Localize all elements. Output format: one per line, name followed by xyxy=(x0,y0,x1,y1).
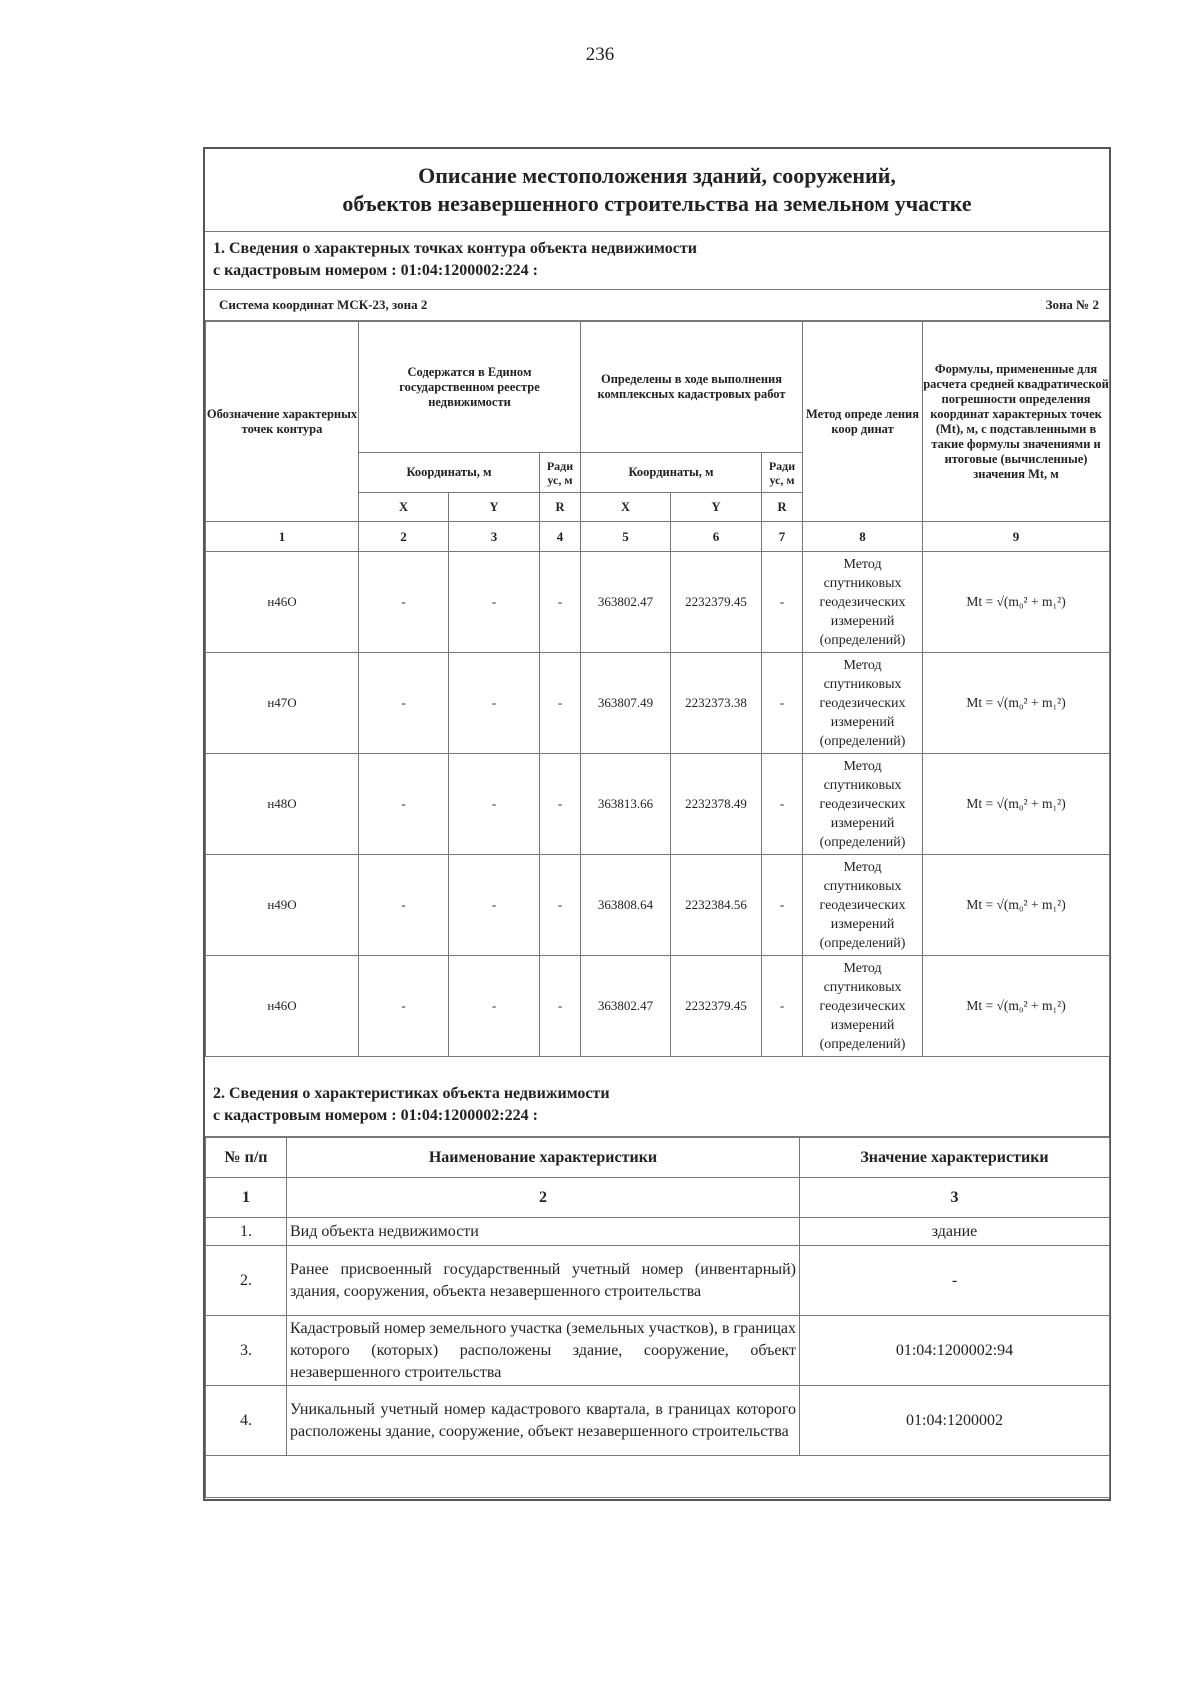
row-number: 1. xyxy=(206,1218,287,1246)
survey-x: 363808.64 xyxy=(581,855,671,956)
egrn-radius: - xyxy=(540,653,581,754)
col-number: 5 xyxy=(581,522,671,552)
header-method: Метод опреде ления коор динат xyxy=(803,322,923,522)
egrn-y: - xyxy=(449,552,540,653)
document-frame xyxy=(203,147,1111,1501)
method-cell: Метод спутниковых геодезических измерений (определений) xyxy=(803,956,923,1057)
survey-y: 2232379.45 xyxy=(671,956,762,1057)
col-number: 7 xyxy=(762,522,803,552)
header-egrn: Содержатся в Едином государственном реестре недвижимости xyxy=(359,322,581,453)
table-row xyxy=(206,956,1110,1057)
header-characteristic-value: Значение характеристики xyxy=(800,1138,1110,1178)
survey-radius: - xyxy=(762,653,803,754)
points-table xyxy=(205,321,1110,1057)
survey-y: 2232373.38 xyxy=(671,653,762,754)
section-1-heading xyxy=(205,232,1109,290)
table-row xyxy=(206,552,1110,653)
section-2-heading-line-2: с кадастровым номером : 01:04:1200002:224 : xyxy=(213,1107,538,1124)
col-number: 1 xyxy=(206,1178,287,1218)
survey-radius: - xyxy=(762,754,803,855)
col-number: 1 xyxy=(206,522,359,552)
egrn-x: - xyxy=(359,855,449,956)
egrn-radius: - xyxy=(540,552,581,653)
title-line-2: объектов незавершенного строительства на земельном участке xyxy=(342,191,972,216)
characteristic-value: 01:04:1200002 xyxy=(800,1386,1110,1456)
table-row xyxy=(206,1386,1110,1456)
survey-y: 2232384.56 xyxy=(671,855,762,956)
egrn-y: - xyxy=(449,956,540,1057)
characteristics-table xyxy=(205,1137,1110,1498)
header-r-egrn: R xyxy=(540,493,581,522)
section-2-heading xyxy=(205,1057,1109,1137)
title-line-1: Описание местоположения зданий, сооружений, xyxy=(418,163,896,188)
section-1-heading-line-1: 1. Сведения о характерных точках контура объекта недвижимости xyxy=(213,240,697,257)
col-number: 2 xyxy=(287,1178,800,1218)
header-y-egrn: Y xyxy=(449,493,540,522)
section-2-heading-line-1: 2. Сведения о характеристиках объекта недвижимости xyxy=(213,1085,610,1102)
egrn-y: - xyxy=(449,653,540,754)
header-r-survey: R xyxy=(762,493,803,522)
egrn-x: - xyxy=(359,754,449,855)
survey-x: 363807.49 xyxy=(581,653,671,754)
survey-y: 2232378.49 xyxy=(671,754,762,855)
section-1-heading-line-2: с кадастровым номером : 01:04:1200002:224 : xyxy=(213,262,538,279)
egrn-radius: - xyxy=(540,855,581,956)
egrn-y: - xyxy=(449,855,540,956)
col-number: 6 xyxy=(671,522,762,552)
survey-radius: - xyxy=(762,956,803,1057)
header-coords-survey: Координаты, м xyxy=(581,453,762,493)
characteristic-name: Уникальный учетный номер кадастрового квартала, в границах которого расположены здание, сооружение, объект незавершенного строительства xyxy=(287,1386,800,1456)
table-row xyxy=(206,1218,1110,1246)
formula-cell: Mt = √(m₀² + m₁²) xyxy=(923,855,1110,956)
document-title xyxy=(205,149,1109,232)
characteristic-value: здание xyxy=(800,1218,1110,1246)
point-designation: н48О xyxy=(206,754,359,855)
point-designation: н47О xyxy=(206,653,359,754)
formula-cell: Mt = √(m₀² + m₁²) xyxy=(923,653,1110,754)
header-radius-egrn: Ради ус, м xyxy=(540,453,581,493)
method-cell: Метод спутниковых геодезических измерений (определений) xyxy=(803,653,923,754)
coordinate-system: Система координат МСК-23, зона 2 xyxy=(219,297,428,312)
row-number: 4. xyxy=(206,1386,287,1456)
row-number: 3. xyxy=(206,1316,287,1386)
characteristic-name: Кадастровый номер земельного участка (земельных участков), в границах которого (которых) расположены здание, сооружение, объект незавершенного строительства xyxy=(287,1316,800,1386)
table-row xyxy=(206,653,1110,754)
col-number: 3 xyxy=(800,1178,1110,1218)
formula-cell: Mt = √(m₀² + m₁²) xyxy=(923,754,1110,855)
col-number: 8 xyxy=(803,522,923,552)
survey-y: 2232379.45 xyxy=(671,552,762,653)
method-cell: Метод спутниковых геодезических измерений (определений) xyxy=(803,552,923,653)
header-x-egrn: X xyxy=(359,493,449,522)
egrn-radius: - xyxy=(540,754,581,855)
empty-cell xyxy=(206,1456,1110,1498)
header-number: № п/п xyxy=(206,1138,287,1178)
zone-label: Зона № 2 xyxy=(1045,297,1099,312)
row-number: 2. xyxy=(206,1246,287,1316)
egrn-x: - xyxy=(359,552,449,653)
survey-x: 363813.66 xyxy=(581,754,671,855)
characteristic-name: Вид объекта недвижимости xyxy=(287,1218,800,1246)
point-designation: н46О xyxy=(206,956,359,1057)
header-survey: Определены в ходе выполнения комплексных кадастровых работ xyxy=(581,322,803,453)
egrn-y: - xyxy=(449,754,540,855)
header-designation: Обозначение характерных точек контура xyxy=(206,322,359,522)
header-coords-egrn: Координаты, м xyxy=(359,453,540,493)
header-characteristic-name: Наименование характеристики xyxy=(287,1138,800,1178)
col-number: 9 xyxy=(923,522,1110,552)
survey-radius: - xyxy=(762,552,803,653)
method-cell: Метод спутниковых геодезических измерений (определений) xyxy=(803,754,923,855)
egrn-radius: - xyxy=(540,956,581,1057)
header-y-survey: Y xyxy=(671,493,762,522)
formula-cell: Mt = √(m₀² + m₁²) xyxy=(923,956,1110,1057)
col-number: 4 xyxy=(540,522,581,552)
col-number: 3 xyxy=(449,522,540,552)
survey-radius: - xyxy=(762,855,803,956)
point-designation: н49О xyxy=(206,855,359,956)
egrn-x: - xyxy=(359,653,449,754)
table-row xyxy=(206,754,1110,855)
coordinate-system-bar xyxy=(205,290,1109,321)
header-radius-survey: Ради ус, м xyxy=(762,453,803,493)
header-x-survey: X xyxy=(581,493,671,522)
egrn-x: - xyxy=(359,956,449,1057)
characteristic-name: Ранее присвоенный государственный учетный номер (инвентарный) здания, сооружения, объекта незавершенного строительства xyxy=(287,1246,800,1316)
survey-x: 363802.47 xyxy=(581,552,671,653)
table-row xyxy=(206,1246,1110,1316)
characteristic-value: - xyxy=(800,1246,1110,1316)
header-formulas: Формулы, примененные для расчета средней квадратической погрешности определения координат характерных точек (Mt), м, с подставленными в такие формулы значениями и итоговые (вычисленные) значения Mt, м xyxy=(923,322,1110,522)
table-row xyxy=(206,1316,1110,1386)
point-designation: н46О xyxy=(206,552,359,653)
characteristic-value: 01:04:1200002:94 xyxy=(800,1316,1110,1386)
empty-row xyxy=(206,1456,1110,1498)
method-cell: Метод спутниковых геодезических измерений (определений) xyxy=(803,855,923,956)
col-number: 2 xyxy=(359,522,449,552)
formula-cell: Mt = √(m₀² + m₁²) xyxy=(923,552,1110,653)
table-row xyxy=(206,855,1110,956)
survey-x: 363802.47 xyxy=(581,956,671,1057)
page-number: 236 xyxy=(585,44,615,65)
